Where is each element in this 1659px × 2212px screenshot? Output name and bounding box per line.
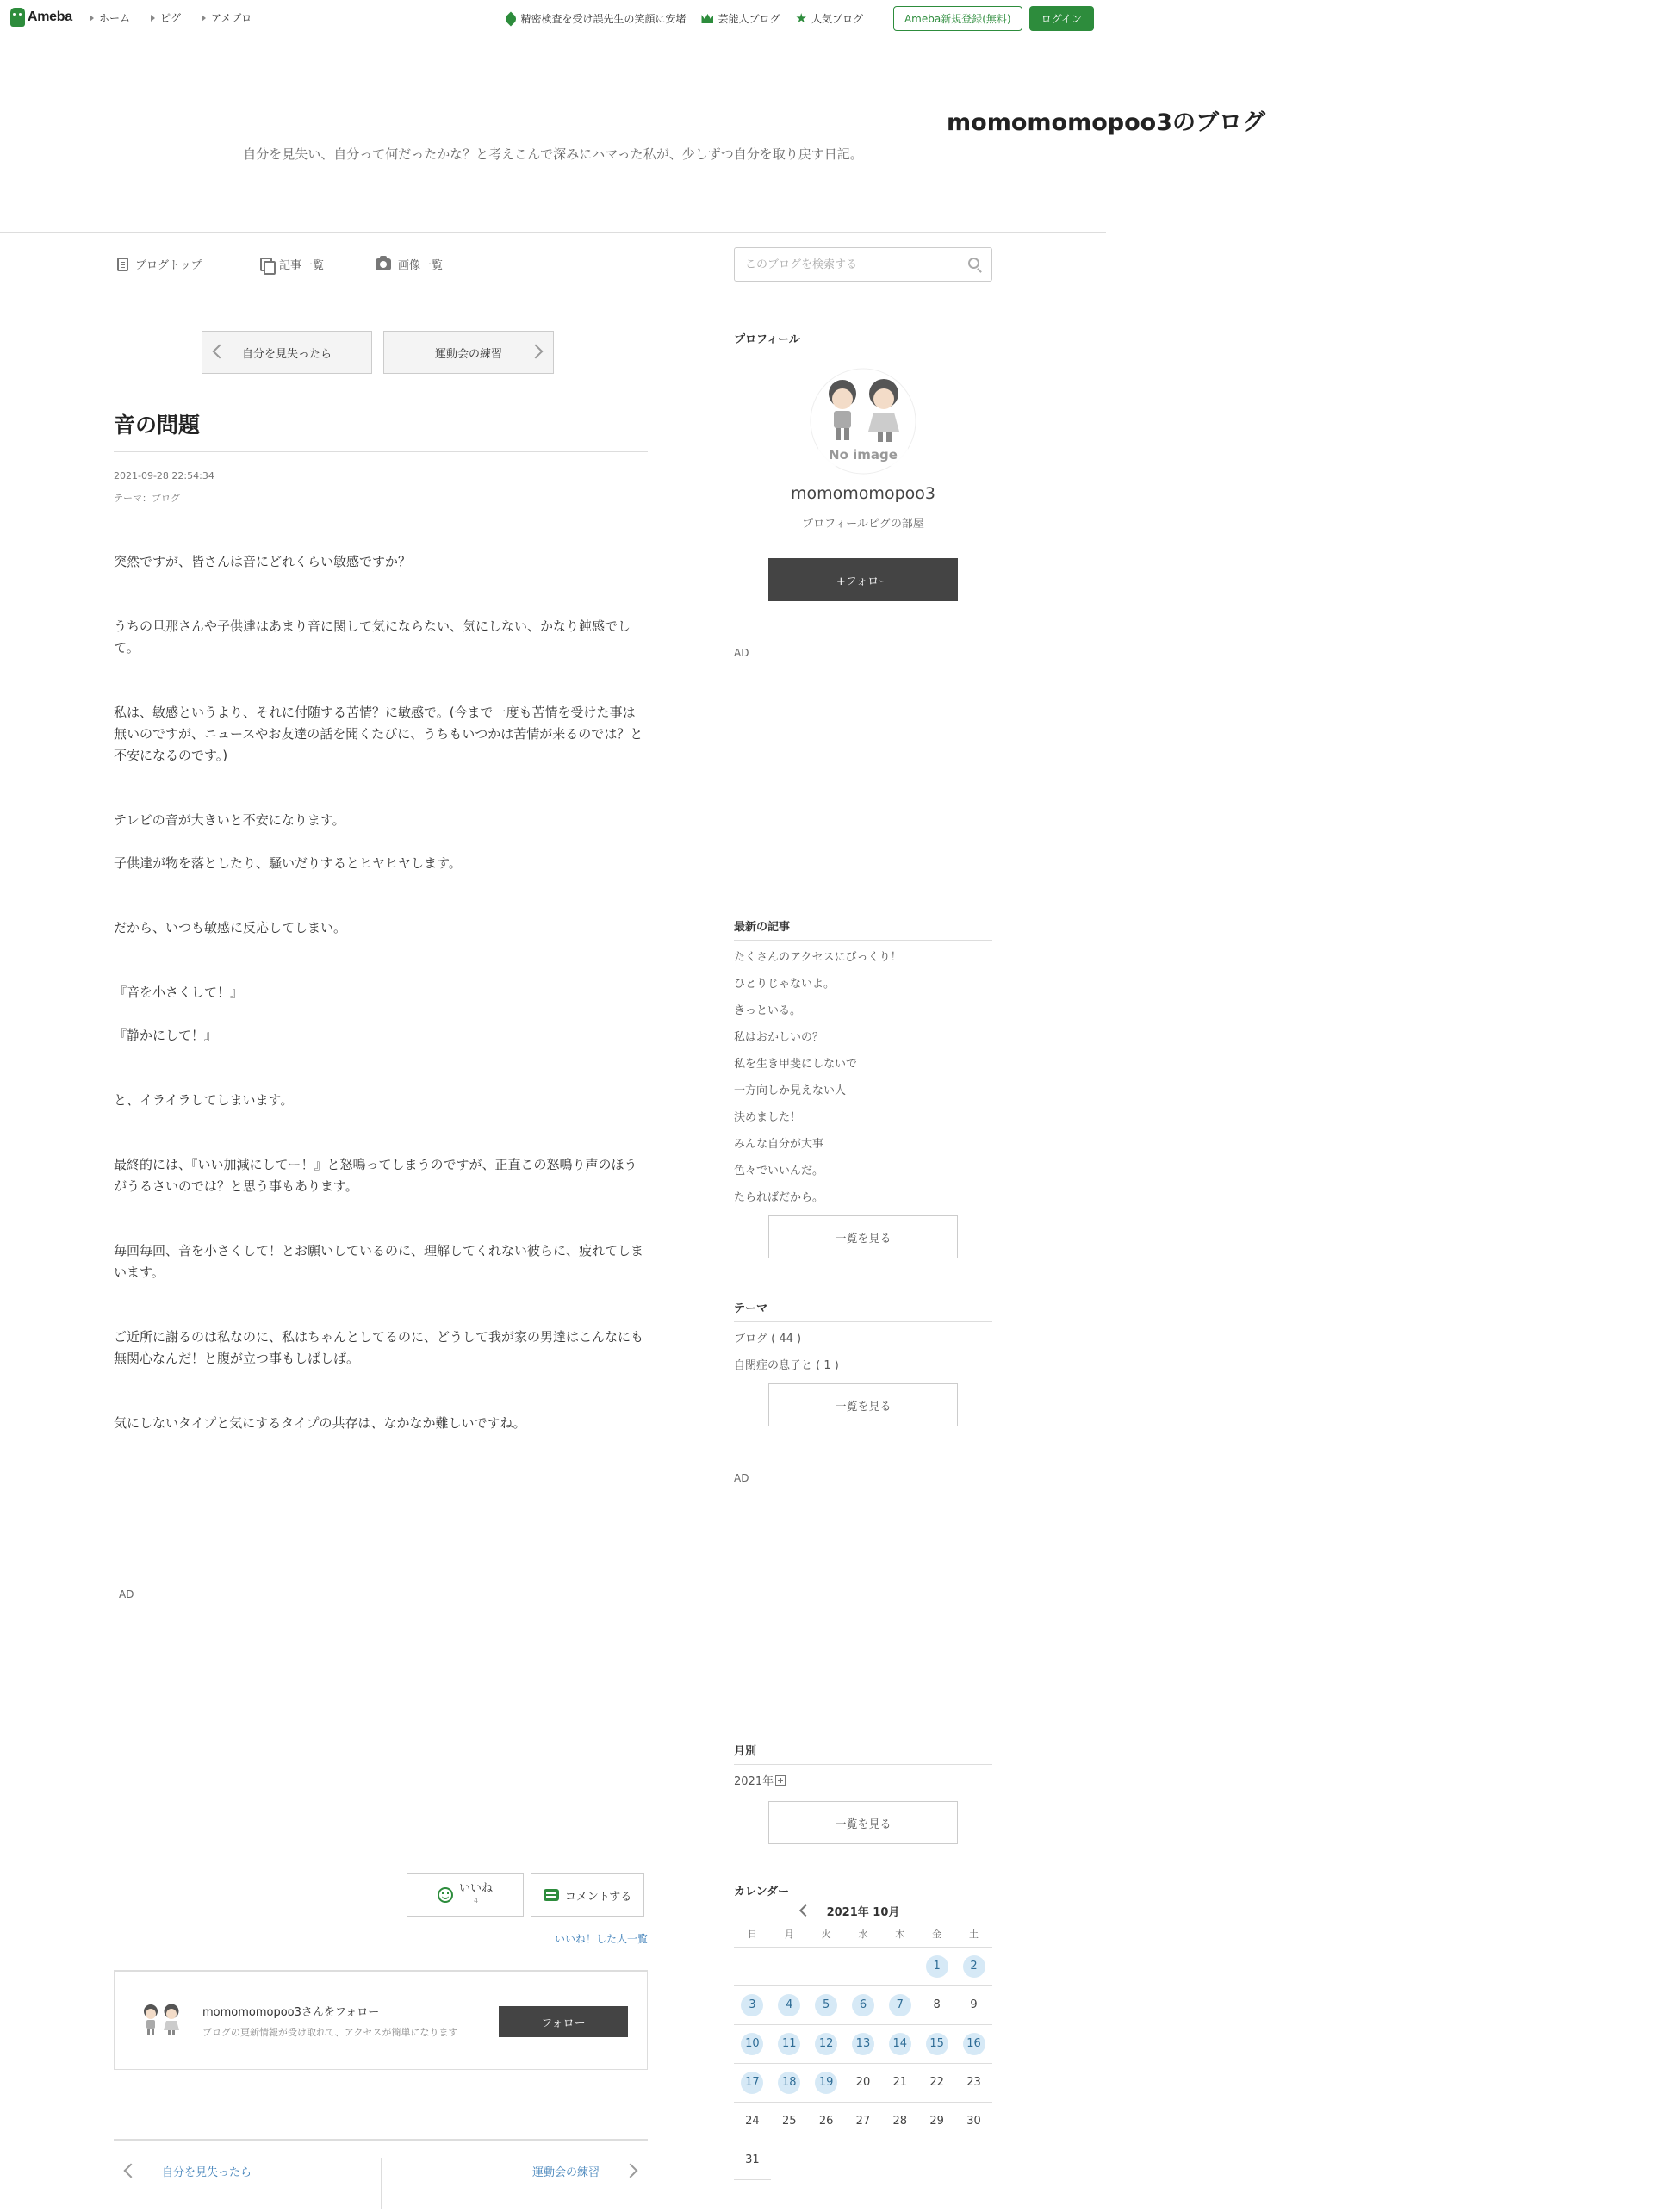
nav-ameblo[interactable]: アメブロ bbox=[202, 10, 252, 25]
triangle-icon bbox=[90, 15, 94, 22]
profile-avatar[interactable] bbox=[810, 368, 916, 475]
calendar-day-link[interactable]: 18 bbox=[778, 2072, 800, 2094]
recent-article-item[interactable]: きっといる。 bbox=[734, 1004, 802, 1017]
calendar-day: 24 bbox=[745, 2115, 760, 2128]
article-paragraph: 突然ですが、皆さんは音にどれくらい敏感ですか？ bbox=[114, 554, 412, 569]
recent-more-button[interactable]: 一覧を見る bbox=[768, 1215, 958, 1258]
global-header-right bbox=[506, 6, 1094, 31]
theme-list bbox=[734, 1329, 992, 1382]
login-button[interactable]: ログイン bbox=[1029, 6, 1094, 31]
calendar-cell bbox=[881, 2102, 918, 2141]
calendar-cell bbox=[771, 1985, 808, 2024]
calendar-empty-cell bbox=[808, 2141, 845, 2179]
article-date: 2021-09-28 22:54:34 bbox=[114, 470, 214, 482]
comment-icon bbox=[544, 1889, 559, 1901]
calendar-day: 29 bbox=[929, 2115, 944, 2128]
search-input[interactable] bbox=[735, 248, 950, 281]
recent-article-item[interactable]: 決めました！ bbox=[734, 1111, 802, 1124]
calendar-cell bbox=[955, 1947, 992, 1985]
calendar-day-link[interactable]: 16 bbox=[963, 2033, 985, 2055]
calendar-day-link[interactable]: 2 bbox=[963, 1955, 985, 1978]
recent-article-item[interactable]: 色々でいいんだ。 bbox=[734, 1165, 824, 1177]
global-header bbox=[0, 0, 1106, 34]
article-paragraph: テレビの音が大きいと不安になります。 bbox=[114, 812, 345, 828]
article-paragraph: ご近所に謝るのは私なのに、私はちゃんとしてるのに、どうして我が家の男達はこんなにも無関心なんだ！と腹が立つ事もしばしば。 bbox=[114, 1329, 644, 1366]
blog-title[interactable]: momomomopoo3のブログ bbox=[947, 109, 1265, 136]
calendar-nav bbox=[734, 1901, 992, 1920]
calendar-day-link[interactable]: 6 bbox=[852, 1994, 874, 2016]
celebrity-blog-link[interactable]: 芸能人ブログ bbox=[701, 11, 780, 26]
calendar-day: 25 bbox=[781, 2115, 797, 2128]
calendar-week bbox=[734, 2024, 992, 2063]
calendar-week bbox=[734, 2141, 992, 2179]
article-paragraph: 子供達が物を落としたり、騒いだりするとヒヤヒヤします。 bbox=[114, 855, 462, 871]
chevron-right-icon bbox=[529, 345, 544, 359]
triangle-icon bbox=[202, 15, 206, 22]
calendar-title: 2021年 10月 bbox=[826, 1906, 900, 1919]
calendar-week bbox=[734, 1985, 992, 2024]
calendar-day: 31 bbox=[745, 2153, 760, 2166]
calendar-cell bbox=[808, 2102, 845, 2141]
calendar-empty-cell bbox=[881, 2141, 918, 2179]
theme-item[interactable]: 自閉症の息子と ( 1 ) bbox=[734, 1359, 839, 1372]
article-paragraph: うちの旦那さんや子供達はあまり音に関して気にならない、気にしない、かなり鈍感でして。 bbox=[114, 618, 631, 656]
ameba-mascot-icon bbox=[10, 8, 25, 27]
chevron-left-icon bbox=[124, 2164, 139, 2178]
calendar-day-link[interactable]: 17 bbox=[741, 2072, 763, 2094]
profile-heading: プロフィール bbox=[734, 333, 800, 346]
blog-search bbox=[734, 247, 992, 282]
calendar-day: 20 bbox=[855, 2076, 871, 2089]
calendar-day: 8 bbox=[933, 1998, 941, 2011]
calendar-cell bbox=[734, 2102, 771, 2141]
article-paragraph: 毎回毎回、音を小さくして！とお願いしているのに、理解してくれない彼らに、疲れてしまいます。 bbox=[114, 1243, 644, 1280]
calendar-day-link[interactable]: 1 bbox=[926, 1955, 948, 1978]
ad-label: AD bbox=[119, 1588, 134, 1600]
calendar-weekday: 金 bbox=[918, 1921, 955, 1947]
calendar-cell bbox=[845, 2024, 882, 2063]
calendar-day-link[interactable]: 14 bbox=[889, 2033, 911, 2055]
no-image-label: No image bbox=[829, 447, 898, 463]
bottom-prev-article-link[interactable]: 自分を見失ったら bbox=[114, 2141, 252, 2201]
global-nav bbox=[90, 10, 252, 25]
sidebar-ad-label: AD bbox=[734, 1472, 749, 1484]
like-label: いいね bbox=[458, 1882, 493, 1895]
document-icon bbox=[117, 258, 128, 271]
logo-text: Ameba bbox=[28, 9, 72, 24]
article-paragraph: と、イライラしてしまいます。 bbox=[114, 1092, 294, 1108]
calendar-day: 26 bbox=[818, 2115, 834, 2128]
calendar-heading: カレンダー bbox=[734, 1886, 790, 1898]
calendar-week bbox=[734, 2102, 992, 2141]
calendar-weekday: 水 bbox=[845, 1921, 882, 1947]
news-link[interactable]: 精密検査を受け誤先生の笑顔に安堵 bbox=[506, 11, 686, 26]
calendar-day: 28 bbox=[892, 2115, 908, 2128]
calendar-cell bbox=[918, 1947, 955, 1985]
no-image-avatar-icon bbox=[135, 1998, 187, 2049]
calendar-day-link[interactable]: 10 bbox=[741, 2033, 763, 2055]
like-count: 4 bbox=[473, 1897, 479, 1904]
calendar-weekday: 火 bbox=[808, 1921, 845, 1947]
calendar-cell bbox=[734, 2141, 771, 2179]
ameba-logo[interactable] bbox=[10, 7, 72, 28]
profile-links bbox=[734, 514, 992, 531]
triangle-icon bbox=[151, 15, 155, 22]
nav-pig[interactable]: ピグ bbox=[151, 10, 181, 25]
calendar-cell bbox=[808, 2024, 845, 2063]
heading-underline bbox=[734, 1321, 992, 1322]
calendar-weekday: 月 bbox=[771, 1921, 808, 1947]
calendar-day: 23 bbox=[966, 2076, 981, 2089]
calendar-cell bbox=[771, 2063, 808, 2102]
prev-article-button[interactable]: 自分を見失ったら bbox=[202, 331, 372, 374]
calendar-empty-cell bbox=[955, 2141, 992, 2179]
theme-more-button[interactable]: 一覧を見る bbox=[768, 1383, 958, 1426]
tab-image-list[interactable]: 画像一覧 bbox=[376, 256, 443, 272]
calendar-empty-cell bbox=[881, 1947, 918, 1985]
calendar-cell bbox=[808, 2063, 845, 2102]
calendar-cell bbox=[734, 1985, 771, 2024]
recent-article-item[interactable]: たくさんのアクセスにびっくり！ bbox=[734, 951, 902, 964]
copy-icon bbox=[260, 258, 272, 271]
tab-blog-top[interactable]: ブログトップ bbox=[117, 256, 202, 272]
calendar-day: 9 bbox=[970, 1998, 978, 2011]
calendar-empty-cell bbox=[734, 1947, 771, 1985]
calendar-cell bbox=[955, 1985, 992, 2024]
calendar-empty-cell bbox=[918, 2141, 955, 2179]
sidebar-ad-label: AD bbox=[734, 647, 749, 659]
calendar-cell bbox=[955, 2063, 992, 2102]
recent-article-item[interactable]: ひとりじゃないよ。 bbox=[734, 978, 836, 991]
profile-link[interactable]: プロフィール bbox=[802, 518, 868, 531]
chevron-right-icon bbox=[624, 2164, 638, 2178]
article-pager-bottom bbox=[114, 2139, 648, 2199]
camera-icon bbox=[376, 258, 391, 270]
bottom-next-article-link[interactable]: 運動会の練習 bbox=[532, 2141, 648, 2201]
calendar-cell bbox=[845, 1985, 882, 2024]
register-button[interactable]: Ameba新規登録(無料) bbox=[893, 6, 1022, 31]
calendar-cell bbox=[955, 2102, 992, 2141]
monthly-heading: 月別 bbox=[734, 1745, 757, 1758]
calendar-empty-cell bbox=[771, 1947, 808, 1985]
sidebar-follow-button[interactable]: +フォロー bbox=[768, 558, 958, 601]
calendar-table bbox=[734, 1921, 992, 2180]
like-button[interactable] bbox=[407, 1873, 524, 1917]
follow-box bbox=[114, 1970, 648, 2070]
comment-button[interactable]: コメントする bbox=[531, 1873, 644, 1917]
theme-link[interactable]: ブログ bbox=[152, 493, 180, 504]
theme-heading: テーマ bbox=[734, 1302, 768, 1315]
nav-home[interactable]: ホーム bbox=[90, 10, 130, 25]
tab-article-list[interactable]: 記事一覧 bbox=[260, 256, 324, 272]
calendar-cell bbox=[771, 2024, 808, 2063]
calendar-day: 27 bbox=[855, 2115, 871, 2128]
search-icon[interactable] bbox=[968, 258, 979, 269]
calendar-weekday: 日 bbox=[734, 1921, 771, 1947]
calendar-day-link[interactable]: 12 bbox=[815, 2033, 837, 2055]
article-body bbox=[114, 551, 648, 1434]
article-pager-top bbox=[202, 331, 554, 374]
expand-plus-icon bbox=[775, 1775, 786, 1786]
article-paragraph: 私は、敏感というより、それに付随する苦情？に敏感で。(今まで一度も苦情を受けた事は無いのですが、ニュースやお友達の話を聞くたびに、うちもいつかは苦情が来るのでは？と不安になるのです。) bbox=[114, 705, 643, 763]
calendar-day: 21 bbox=[892, 2076, 908, 2089]
calendar-day-link[interactable]: 13 bbox=[852, 2033, 874, 2055]
calendar-cell bbox=[808, 1985, 845, 2024]
profile-name: momomomopoo3 bbox=[791, 484, 935, 503]
blog-header bbox=[0, 34, 1265, 233]
calendar-empty-cell bbox=[845, 1947, 882, 1985]
calendar-cell bbox=[955, 2024, 992, 2063]
likers-list-link[interactable]: いいね！した人一覧 bbox=[554, 1933, 648, 1945]
heading-underline bbox=[734, 940, 992, 941]
recent-article-item[interactable]: たらればだから。 bbox=[734, 1191, 824, 1204]
article-actions bbox=[407, 1873, 644, 1917]
heading-underline bbox=[734, 1764, 992, 1765]
calendar-cell bbox=[881, 2024, 918, 2063]
pig-room-link[interactable]: ピグの部屋 bbox=[867, 518, 924, 531]
next-article-button[interactable]: 運動会の練習 bbox=[383, 331, 554, 374]
calendar-cell bbox=[845, 2063, 882, 2102]
follow-button[interactable]: フォロー bbox=[499, 2006, 628, 2037]
monthly-more-button[interactable]: 一覧を見る bbox=[768, 1801, 958, 1844]
calendar-body bbox=[734, 1947, 992, 2179]
recent-article-item[interactable]: 一方向しか見えない人 bbox=[734, 1084, 847, 1097]
smile-icon bbox=[438, 1887, 453, 1903]
article-theme: テーマ：ブログ bbox=[114, 493, 180, 504]
article-paragraph: 『静かにして！』 bbox=[114, 1028, 218, 1043]
article-paragraph: 気にしないタイプと気にするタイプの共存は、なかなか難しいですね。 bbox=[114, 1415, 526, 1431]
calendar-cell bbox=[734, 2063, 771, 2102]
crown-icon bbox=[701, 14, 713, 23]
calendar-weekday: 土 bbox=[955, 1921, 992, 1947]
calendar-day-link[interactable]: 11 bbox=[778, 2033, 800, 2055]
calendar-empty-cell bbox=[808, 1947, 845, 1985]
follow-box-name: momomomopoo3さんをフォロー bbox=[202, 2006, 380, 2019]
chevron-left-icon bbox=[213, 345, 227, 359]
article-paragraph: 『音を小さくして！』 bbox=[114, 985, 244, 1000]
calendar-day: 30 bbox=[966, 2115, 981, 2128]
popular-blog-link[interactable]: ★ 人気ブログ bbox=[795, 10, 863, 26]
calendar-cell bbox=[918, 2024, 955, 2063]
calendar-weekdays bbox=[734, 1921, 992, 1947]
recent-article-item[interactable]: 私はおかしいの？ bbox=[734, 1031, 824, 1044]
calendar-cell bbox=[734, 2024, 771, 2063]
blog-description: 自分を見失い、自分って何だったかな？と考えこんで深みにハマった私が、少しずつ自分を取り戻す日記。 bbox=[243, 146, 863, 162]
pager-divider bbox=[381, 2158, 382, 2209]
calendar-week bbox=[734, 2063, 992, 2102]
calendar-cell bbox=[918, 2102, 955, 2141]
avatar bbox=[135, 1998, 187, 2049]
star-icon: ★ bbox=[795, 10, 807, 26]
calendar-cell bbox=[881, 1985, 918, 2024]
calendar-cell bbox=[918, 2063, 955, 2102]
calendar-cell bbox=[845, 2102, 882, 2141]
recent-article-item[interactable]: みんな自分が大事 bbox=[734, 1138, 824, 1151]
article-title: 音の問題 bbox=[114, 408, 648, 452]
calendar-day-link[interactable]: 7 bbox=[889, 1994, 911, 2016]
calendar-weekday: 木 bbox=[881, 1921, 918, 1947]
calendar-cell bbox=[771, 2102, 808, 2141]
article-paragraph: だから、いつも敏感に反応してしまい。 bbox=[114, 920, 347, 935]
calendar-day: 22 bbox=[929, 2076, 944, 2089]
calendar-day-link[interactable]: 4 bbox=[778, 1994, 800, 2016]
calendar-week bbox=[734, 1947, 992, 1985]
theme-item[interactable]: ブログ ( 44 ) bbox=[734, 1333, 802, 1345]
recent-article-item[interactable]: 私を生き甲斐にしないで bbox=[734, 1058, 858, 1071]
calendar-day-link[interactable]: 5 bbox=[815, 1994, 837, 2016]
recent-articles-heading: 最新の記事 bbox=[734, 921, 791, 934]
calendar-cell bbox=[881, 2063, 918, 2102]
follow-box-description: ブログの更新情報が受け取れて、アクセスが簡単になります bbox=[202, 2027, 458, 2038]
leaf-icon bbox=[504, 11, 519, 26]
calendar-day-link[interactable]: 19 bbox=[815, 2072, 837, 2094]
blog-nav bbox=[0, 235, 1106, 295]
calendar-cell bbox=[918, 1985, 955, 2024]
recent-articles-list bbox=[734, 948, 992, 1215]
calendar-day-link[interactable]: 15 bbox=[926, 2033, 948, 2055]
calendar-empty-cell bbox=[771, 2141, 808, 2179]
article-paragraph: 最終的には、『いい加減にしてー！』と怒鳴ってしまうのですが、正直この怒鳴り声のほうがうるさいのでは？と思う事もあります。 bbox=[114, 1157, 637, 1194]
monthly-year-toggle[interactable]: 2021年 bbox=[734, 1772, 786, 1788]
calendar-empty-cell bbox=[845, 2141, 882, 2179]
calendar-day-link[interactable]: 3 bbox=[741, 1994, 763, 2016]
